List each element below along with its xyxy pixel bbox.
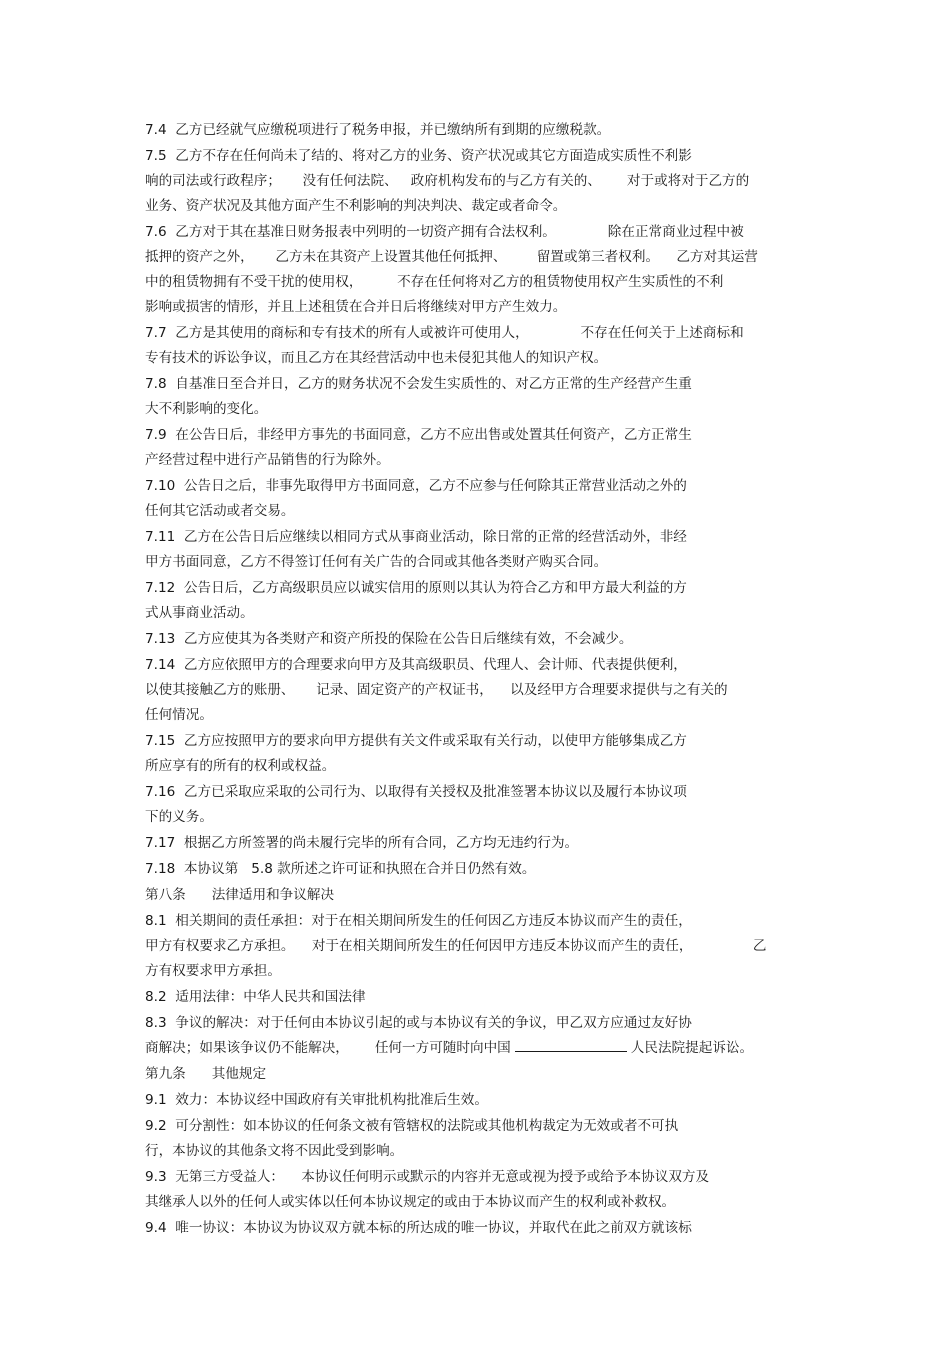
clause-line: 7.15 乙方应按照甲方的要求向甲方提供有关文件或采取有关行动，以使甲方能够集成乙方 (145, 733, 687, 749)
clause-paragraph (145, 576, 825, 626)
clause-paragraph (145, 220, 825, 320)
clause-line: 影响或损害的情形，并且上述租赁在合并日后将继续对甲方产生效力。 (145, 299, 567, 315)
clause-line: 抵押的资产之外， 乙方未在其资产上设置其他任何抵押、 留置或第三者权利。 乙方对其运营 (145, 249, 758, 265)
clause-line: 响的司法或行政程序； 没有任何法院、 政府机构发布的与乙方有关的、 对于或将对于乙方的 (145, 173, 750, 189)
clause-paragraph (145, 653, 825, 728)
clause-line: 7.6 乙方对于其在基准日财务报表中列明的一切资产拥有合法权利。 除在正常商业过程中被 (145, 224, 744, 240)
clause-paragraph (145, 1114, 825, 1164)
clause-paragraph (145, 474, 825, 524)
clause-line: 行，本协议的其他条文将不因此受到影响。 (145, 1143, 404, 1159)
clause-paragraph (145, 1088, 825, 1113)
clause-line: 7.5 乙方不存在任何尚未了结的、将对乙方的业务、资产状况或其它方面造成实质性不利影 (145, 148, 692, 164)
clause-paragraph (145, 321, 825, 371)
clause-line: 中的租赁物拥有不受干扰的使用权， 不存在任何将对乙方的租赁物使用权产生实质性的不利 (145, 274, 724, 290)
clause-paragraph (145, 1216, 825, 1241)
clause-line: 8.3 争议的解决：对于任何由本协议引起的或与本协议有关的争议，甲乙双方应通过友好协 (145, 1015, 692, 1031)
clause-line: 7.16 乙方已采取应采取的公司行为、以取得有关授权及批准签署本协议以及履行本协议项 (145, 784, 687, 800)
clause-paragraph (145, 627, 825, 652)
clause-line: 7.10 公告日之后，非事先取得甲方书面同意，乙方不应参与任何除其正常营业活动之外的 (145, 478, 687, 494)
clause-line: 甲方书面同意，乙方不得签订任何有关广告的合同或其他各类财产购买合同。 (145, 554, 608, 570)
clause-line: 9.2 可分割性：如本协议的任何条文被有管辖权的法院或其他机构裁定为无效或者不可执 (145, 1118, 679, 1134)
clause-line: 大不利影响的变化。 (145, 401, 268, 417)
clause-paragraph (145, 144, 825, 219)
clause-line: 以使其接触乙方的账册、 记录、固定资产的产权证书， 以及经甲方合理要求提供与之有关的 (145, 682, 728, 698)
dispute-line-text-after: 人民法院提起诉讼。 (630, 1040, 754, 1056)
clause-paragraph (145, 525, 825, 575)
clause-paragraph (145, 118, 825, 143)
clause-line: 第九条 其他规定 (145, 1066, 267, 1082)
dispute-resolution-line (145, 1036, 825, 1061)
clause-line: 其继承人以外的任何人或实体以任何本协议规定的或由于本协议而产生的权利或补救权。 (145, 1194, 676, 1210)
clause-line: 下的义务。 (145, 809, 213, 825)
clause-paragraph (145, 883, 825, 908)
clause-line: 7.8 自基准日至合并日，乙方的财务状况不会发生实质性的、对乙方正常的生产经营产生重 (145, 376, 692, 392)
clause-line: 7.9 在公告日后，非经甲方事先的书面同意，乙方不应出售或处置其任何资产，乙方正常生 (145, 427, 692, 443)
clause-paragraph (145, 1165, 825, 1215)
clause-line: 7.4 乙方已经就气应缴税项进行了税务申报，并已缴纳所有到期的应缴税款。 (145, 122, 611, 138)
clause-line: 7.18 本协议第 5.8 款所述之许可证和执照在合并日仍然有效。 (145, 861, 536, 877)
clause-line: 9.4 唯一协议：本协议为协议双方就本标的所达成的唯一协议，并取代在此之前双方就该标 (145, 1220, 692, 1236)
clause-line: 所应享有的所有的权利或权益。 (145, 758, 336, 774)
clause-paragraph (145, 1011, 825, 1061)
clause-line: 8.1 相关期间的责任承担：对于在相关期间所发生的任何因乙方违反本协议而产生的责任， (145, 913, 692, 929)
dispute-line-text-before: 商解决；如果该争议仍不能解决， 任何一方可随时向中国 (145, 1040, 511, 1056)
clause-paragraph (145, 372, 825, 422)
clause-line: 9.1 效力：本协议经中国政府有关审批机构批准后生效。 (145, 1092, 488, 1108)
clause-paragraph (145, 780, 825, 830)
clause-line: 7.17 根据乙方所签署的尚未履行完毕的所有合同，乙方均无违约行为。 (145, 835, 579, 851)
clause-line: 甲方有权要求乙方承担。 对于在相关期间所发生的任何因甲方违反本协议而产生的责任， 乙 (145, 938, 767, 954)
clause-line: 式从事商业活动。 (145, 605, 254, 621)
clause-line: 8.2 适用法律：中华人民共和国法律 (145, 989, 366, 1005)
clause-paragraph (145, 1062, 825, 1087)
clause-paragraph (145, 729, 825, 779)
clause-paragraph (145, 423, 825, 473)
clause-line: 产经营过程中进行产品销售的行为除外。 (145, 452, 390, 468)
clause-line: 7.11 乙方在公告日后应继续以相同方式从事商业活动，除日常的正常的经营活动外，非经 (145, 529, 687, 545)
court-name-blank (515, 1037, 627, 1052)
clause-line: 7.14 乙方应依照甲方的合理要求向甲方及其高级职员、代理人、会计师、代表提供便利， (145, 657, 687, 673)
clause-line: 业务、资产状况及其他方面产生不利影响的判决判决、裁定或者命令。 (145, 198, 567, 214)
clause-line: 任何情况。 (145, 707, 213, 723)
clause-line: 专有技术的诉讼争议，而且乙方在其经营活动中也未侵犯其他人的知识产权。 (145, 350, 608, 366)
clause-line: 任何其它活动或者交易。 (145, 503, 295, 519)
clause-line: 9.3 无第三方受益人： 本协议任何明示或默示的内容并无意或视为授予或给予本协议双方及 (145, 1169, 710, 1185)
clause-line: 7.7 乙方是其使用的商标和专有技术的所有人或被许可使用人， 不存在任何关于上述商标和 (145, 325, 744, 341)
clause-line: 第八条 法律适用和争议解决 (145, 887, 335, 903)
clause-paragraph (145, 857, 825, 882)
clause-paragraph (145, 831, 825, 856)
document-body (145, 118, 825, 1242)
clause-line: 方有权要求甲方承担。 (145, 963, 281, 979)
clause-paragraph (145, 985, 825, 1010)
clause-line: 7.13 乙方应使其为各类财产和资产所投的保险在公告日后继续有效，不会减少。 (145, 631, 633, 647)
clause-line: 7.12 公告日后，乙方高级职员应以诚实信用的原则以其认为符合乙方和甲方最大利益的方 (145, 580, 687, 596)
clause-paragraph (145, 909, 825, 984)
